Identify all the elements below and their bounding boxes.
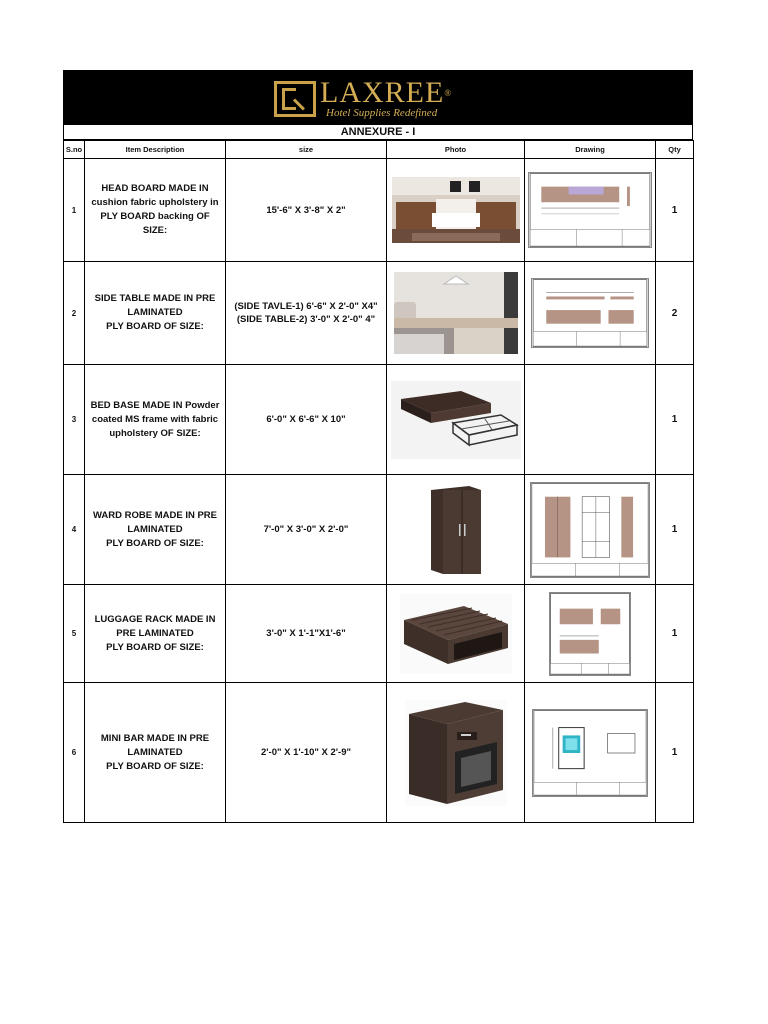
row-sno: 3 — [64, 365, 85, 475]
bed-base-photo — [391, 381, 521, 459]
mini-bar-drawing — [532, 709, 648, 797]
brand-tagline: Hotel Supplies Redefined — [326, 107, 438, 119]
table-row — [64, 585, 694, 683]
registered-mark: ® — [444, 88, 453, 98]
row-qty: 1 — [656, 159, 694, 262]
row-size: 7'-0" X 3'-0" X 2'-0" — [226, 475, 387, 585]
brand-name: LAXREE — [320, 76, 445, 109]
row-qty: 1 — [656, 475, 694, 585]
row-drawing — [525, 475, 656, 585]
row-photo — [387, 475, 525, 585]
row-description: SIDE TABLE MADE IN PRE LAMINATED PLY BOARD OF SIZE: — [85, 262, 226, 365]
col-photo: Photo — [387, 141, 525, 159]
table-row — [64, 365, 694, 475]
row-description: MINI BAR MADE IN PRE LAMINATED PLY BOARD OF SIZE: — [85, 683, 226, 823]
wardrobe-drawing — [530, 482, 650, 578]
col-sno: S.no — [64, 141, 85, 159]
luggage-rack-drawing — [549, 592, 631, 676]
headboard-drawing — [528, 172, 652, 248]
row-qty: 1 — [656, 585, 694, 683]
items-table — [63, 140, 694, 823]
laxree-logo — [274, 77, 452, 121]
row-sno: 1 — [64, 159, 85, 262]
header-banner — [63, 70, 693, 125]
row-drawing — [525, 159, 656, 262]
side-table-photo — [394, 272, 518, 354]
row-size: 15'-6" X 3'-8" X 2" — [226, 159, 387, 262]
luggage-rack-photo — [400, 594, 512, 674]
col-drawing: Drawing — [525, 141, 656, 159]
col-qty: Qty — [656, 141, 694, 159]
logo-mark-icon — [274, 81, 316, 117]
headboard-photo — [392, 177, 520, 243]
row-drawing — [525, 365, 656, 475]
table-row — [64, 262, 694, 365]
annexure-sheet — [63, 70, 693, 823]
annexure-title: ANNEXURE - I — [63, 125, 693, 140]
row-sno: 5 — [64, 585, 85, 683]
row-description: BED BASE MADE IN Powder coated MS frame with fabric upholstery OF SIZE: — [85, 365, 226, 475]
row-size: (SIDE TAVLE-1) 6'-6" X 2'-0" X4" (SIDE TABLE-2) 3'-0" X 2'-0" 4" — [226, 262, 387, 365]
row-size: 3'-0" X 1'-1"X1'-6" — [226, 585, 387, 683]
row-photo — [387, 159, 525, 262]
row-description: LUGGAGE RACK MADE IN PRE LAMINATED PLY BOARD OF SIZE: — [85, 585, 226, 683]
side-table-drawing — [531, 278, 649, 348]
row-photo — [387, 585, 525, 683]
table-row — [64, 159, 694, 262]
row-qty: 1 — [656, 683, 694, 823]
row-drawing — [525, 585, 656, 683]
row-photo — [387, 365, 525, 475]
col-size: size — [226, 141, 387, 159]
wardrobe-photo — [429, 484, 483, 576]
table-row — [64, 475, 694, 585]
row-size: 2'-0" X 1'-10" X 2'-9" — [226, 683, 387, 823]
col-item-description: Item Description — [85, 141, 226, 159]
row-photo — [387, 262, 525, 365]
row-description: HEAD BOARD MADE IN cushion fabric upholstery in PLY BOARD backing OF SIZE: — [85, 159, 226, 262]
table-row — [64, 683, 694, 823]
table-header-row — [64, 141, 694, 159]
mini-bar-photo — [405, 700, 507, 806]
row-size: 6'-0" X 6'-6" X 10" — [226, 365, 387, 475]
row-qty: 1 — [656, 365, 694, 475]
row-sno: 2 — [64, 262, 85, 365]
row-sno: 6 — [64, 683, 85, 823]
row-drawing — [525, 683, 656, 823]
row-description: WARD ROBE MADE IN PRE LAMINATED PLY BOARD OF SIZE: — [85, 475, 226, 585]
row-qty: 2 — [656, 262, 694, 365]
row-drawing — [525, 262, 656, 365]
row-photo — [387, 683, 525, 823]
row-sno: 4 — [64, 475, 85, 585]
